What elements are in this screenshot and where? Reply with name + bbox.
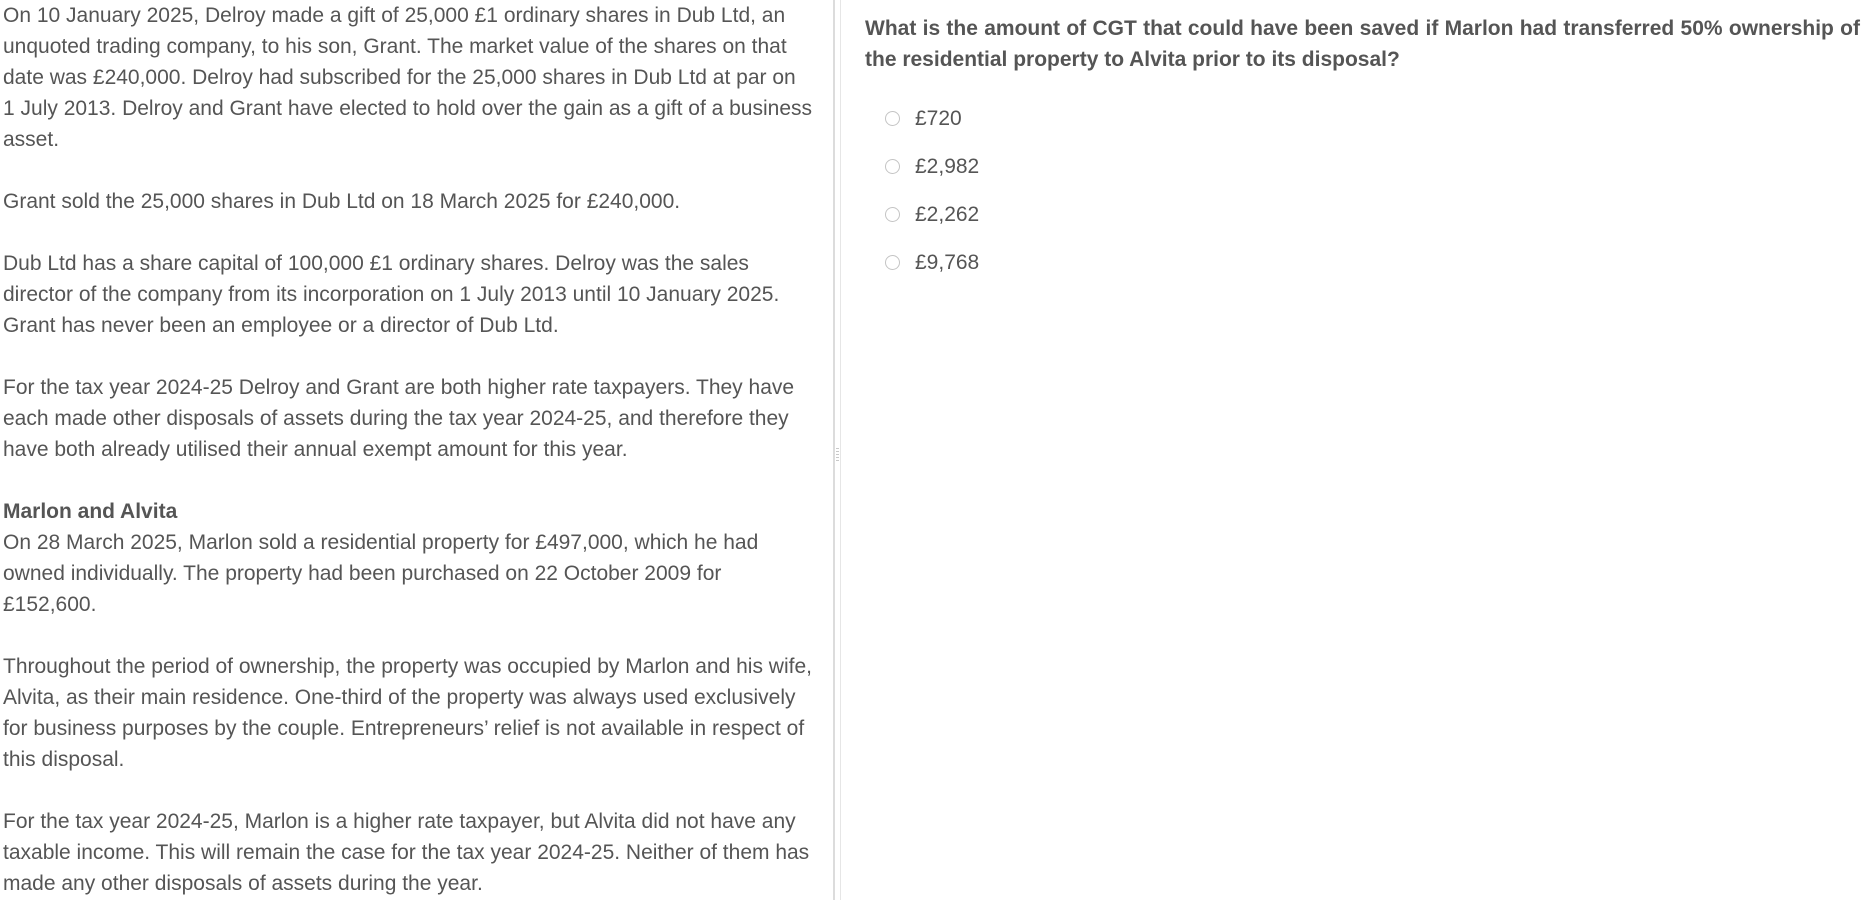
radio-button[interactable] [885,255,900,270]
question-text: What is the amount of CGT that could have been saved if Marlon had transferred 50% ownership of the residential property to Alvita prior to its disposal? [865,17,1860,71]
answer-option-c[interactable] [841,191,1865,239]
answer-option-b[interactable] [841,143,1865,191]
option-label[interactable]: £2,982 [915,155,980,178]
answer-option-a[interactable] [841,95,1865,143]
splitter-grip-icon[interactable] [836,448,839,462]
radio-button[interactable] [885,159,900,174]
scenario-paragraph: On 10 January 2025, Delroy made a gift of 25,000 £1 ordinary shares in Dub Ltd, an unquoted trading company, to his son, Grant. The market value of the shares on that date was £240,000. Delroy had subscribed for the 25,000 shares in Dub Ltd at par on 1 July 2013. Delroy and Grant have elected to hold over the gain as a gift of a business asset. [3,4,813,151]
pane-splitter[interactable] [833,0,841,900]
answer-option-d[interactable] [841,239,1865,287]
radio-button[interactable] [885,111,900,126]
scenario-paragraph: Throughout the period of ownership, the property was occupied by Marlon and his wife, Alvita, as their main residence. One-third of the property was always used exclusively for business purposes by the couple. Entrepreneurs’ relief is not available in respect of this disposal. [3,655,812,771]
scenario-paragraph: On 28 March 2025, Marlon sold a residential property for £497,000, which he had owned individually. The property had been purchased on 22 October 2009 for £152,600. [3,531,759,616]
scenario-paragraph: Dub Ltd has a share capital of 100,000 £1 ordinary shares. Delroy was the sales director of the company from its incorporation on 1 July 2013 until 10 January 2025. Grant has never been an employee or a director of Dub Ltd. [3,252,780,337]
scenario-paragraph: For the tax year 2024-25, Marlon is a higher rate taxpayer, but Alvita did not have any taxable income. This will remain the case for the tax year 2024-25. Neither of them has made any other disposals of assets during the year. [3,810,810,895]
radio-button[interactable] [885,207,900,222]
option-label[interactable]: £9,768 [915,251,980,274]
scenario-text [0,0,813,899]
option-label[interactable]: £2,262 [915,203,980,226]
scenario-section-marlon [3,496,813,620]
answer-options [841,95,1865,287]
scenario-paragraph: Grant sold the 25,000 shares in Dub Ltd on 18 March 2025 for £240,000. [3,190,681,213]
section-heading: Marlon and Alvita [3,500,178,523]
option-label[interactable]: £720 [915,107,962,130]
scenario-paragraph: For the tax year 2024-25 Delroy and Grant are both higher rate taxpayers. They have each made other disposals of assets during the tax year 2024-25, and therefore they have both already utilised their annual exempt amount for this year. [3,376,795,461]
scenario-pane[interactable] [0,0,833,900]
question-pane [841,0,1865,900]
